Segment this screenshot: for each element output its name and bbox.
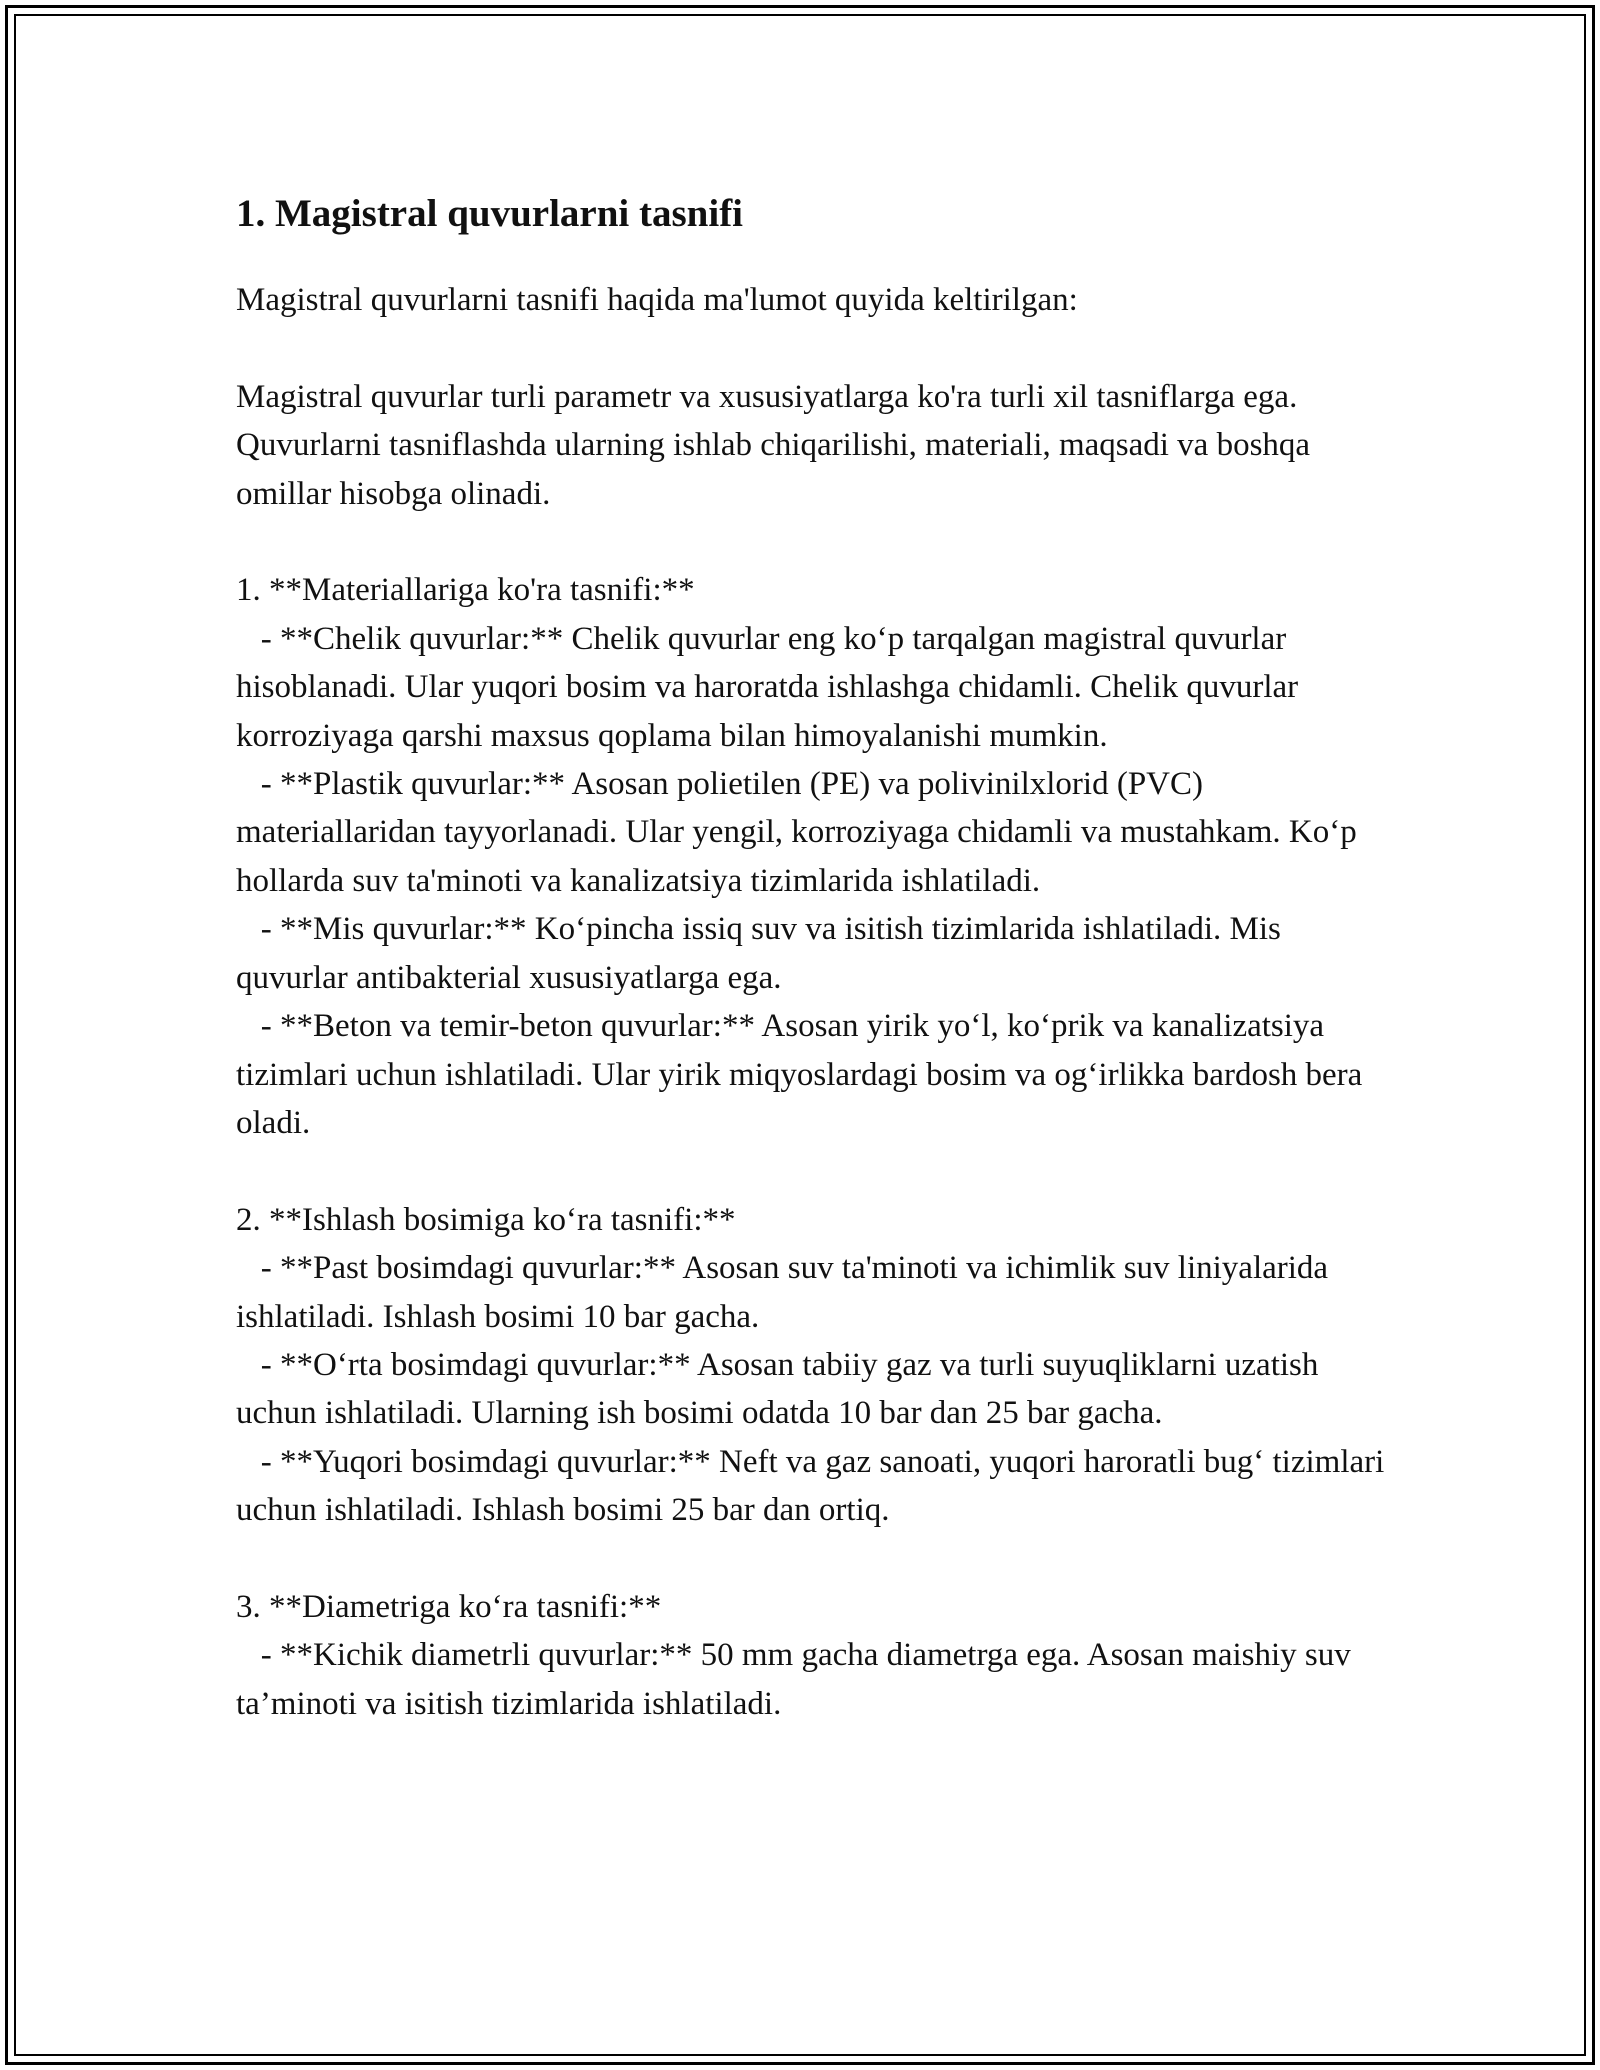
intro-paragraph: Magistral quvurlarni tasnifi haqida ma'lumot quyida keltirilgan: <box>236 282 1078 318</box>
spacer-line <box>236 1535 1386 1583</box>
spacer-line <box>236 518 1386 566</box>
page-title: 1. Magistral quvurlarni tasnifi <box>236 192 744 235</box>
document-body <box>236 184 1386 1728</box>
section-pressure: 2. **Ishlash bosimiga ko‘ra tasnifi:** - **Past bosimdagi quvurlar:** Asosan suv ta'minoti va ichimlik suv liniyalarida ishlatiladi. Ishlash bosimi 10 bar gacha. - **O‘rta bosimdagi quvurlar:** Asosan tabiiy gaz va turli suyuqliklarni uzatish uchun ishlatiladi. Ularning ish bosimi odatda 10 bar dan 25 bar gacha. - **Yuqori bosimdagi quvurlar:** Neft va gaz sanoati, yuqori haroratli bug‘ tizimlari uchun ishlatiladi. Ishlash bosimi 25 bar dan ortiq. <box>236 1201 1385 1529</box>
spacer-line <box>236 1147 1386 1195</box>
spacer-line <box>236 324 1386 372</box>
overview-paragraph: Magistral quvurlar turli parametr va xususiyatlarga ko'ra turli xil tasniflarga ega. Quvurlarni tasniflashda ularning ishlab chiqarilishi, materiali, maqsadi va boshqa omillar hisobga olinadi. <box>236 378 1319 512</box>
section-materials: 1. **Materiallariga ko'ra tasnifi:** - **Chelik quvurlar:** Chelik quvurlar eng ko‘p tarqalgan magistral quvurlar hisoblanadi. Ular yuqori bosim va haroratda ishlashga chidamli. Chelik quvurlar korroziyaga qarshi maxsus qoplama bilan himoyalanishi mumkin. - **Plastik quvurlar:** Asosan polietilen (PE) va polivinilxlorid (PVC) materiallaridan tayyorlanadi. Ular yengil, korroziyaga chidamli va mustahkam. Ko‘p hollarda suv ta'minoti va kanalizatsiya tizimlarida ishlatiladi. - **Mis quvurlar:** Ko‘pincha issiq suv va isitish tizimlarida ishlatiladi. Mis quvurlar antibakterial xususiyatlarga ega. - **Beton va temir-beton quvurlar:** Asosan yirik yo‘l, ko‘prik va kanalizatsiya tizimlari uchun ishlatiladi. Ular yirik miqyoslardagi bosim va og‘irlikka bardosh bera oladi. <box>236 572 1363 1141</box>
section-diameter: 3. **Diametriga ko‘ra tasnifi:** - **Kichik diametrli quvurlar:** 50 mm gacha diametrga ega. Asosan maishiy suv ta’minoti va isitish tizimlarida ishlatiladi. <box>236 1588 1351 1722</box>
